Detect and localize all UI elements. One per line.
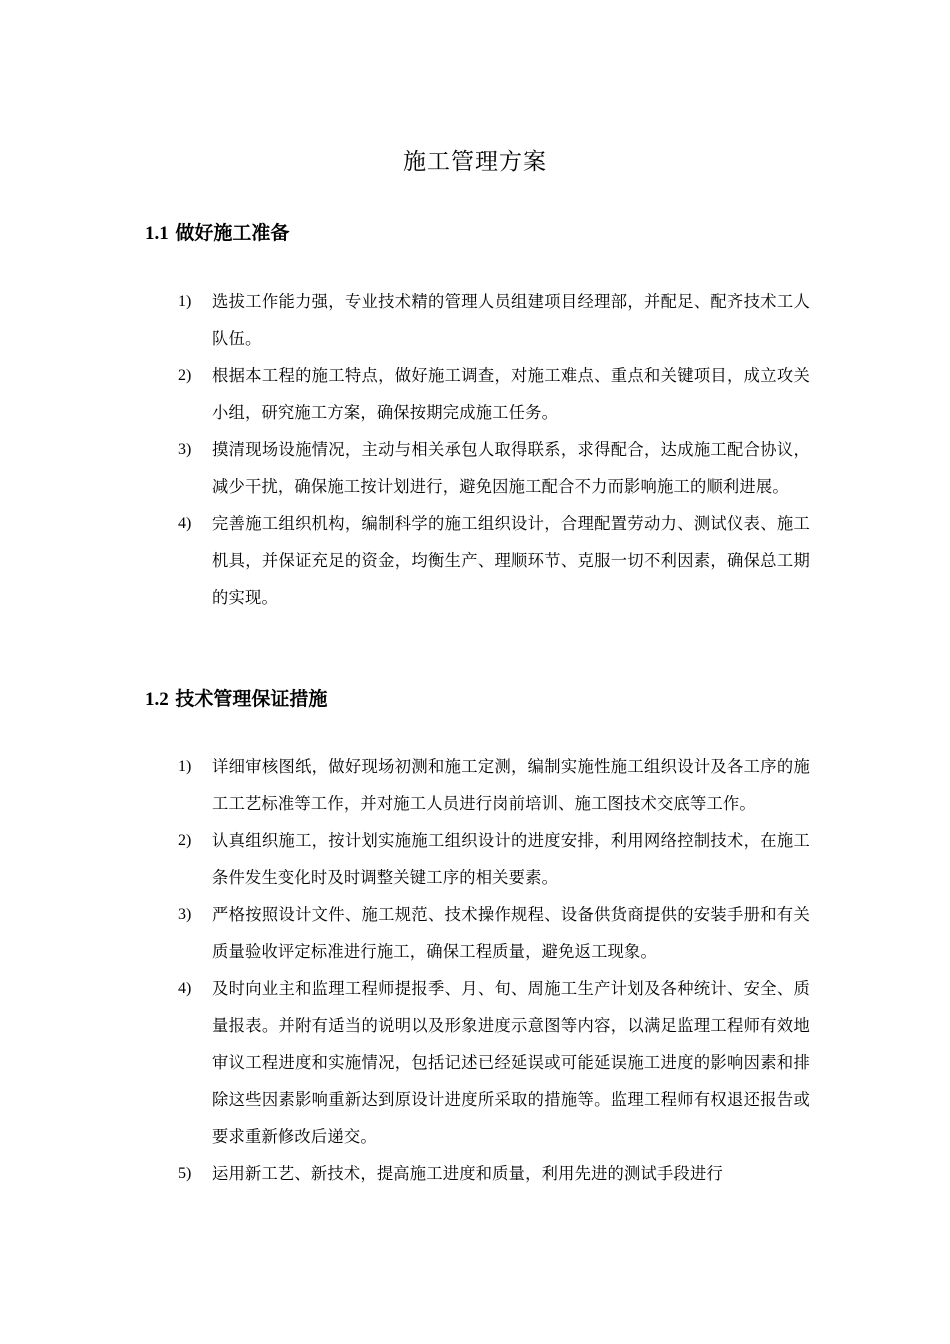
section-1-1-list	[178, 283, 810, 616]
list-item	[178, 896, 810, 970]
section-heading-1-1	[145, 218, 289, 249]
list-item-number: 3)	[178, 441, 192, 458]
list-item	[178, 822, 810, 896]
list-item	[178, 505, 810, 616]
list-item-number: 5)	[178, 1165, 192, 1182]
list-item-number: 3)	[178, 906, 192, 923]
list-item	[178, 748, 810, 822]
list-item-number: 2)	[178, 367, 192, 384]
list-item-text: 运用新工艺、新技术，提高施工进度和质量，利用先进的测试手段进行	[212, 1164, 723, 1183]
section-title: 做好施工准备	[175, 222, 290, 244]
section-number: 1.2	[145, 689, 169, 710]
list-item-text: 认真组织施工，按计划实施施工组织设计的进度安排，利用网络控制技术，在施工条件发生变化时及时调整关键工序的相关要素。	[212, 831, 810, 887]
section-heading-1-2	[145, 684, 327, 715]
list-item-text: 摸清现场设施情况，主动与相关承包人取得联系，求得配合，达成施工配合协议，减少干扰，确保施工按计划进行，避免因施工配合不力而影响施工的顺利进展。	[212, 440, 810, 496]
list-item-text: 选拔工作能力强，专业技术精的管理人员组建项目经理部，并配足、配齐技术工人队伍。	[212, 292, 810, 348]
list-item	[178, 357, 810, 431]
list-item-number: 1)	[178, 758, 192, 775]
list-item	[178, 283, 810, 357]
list-item-number: 1)	[178, 293, 192, 310]
list-item-number: 4)	[178, 515, 192, 532]
section-number: 1.1	[145, 223, 169, 244]
section-1-2-list	[178, 748, 810, 1192]
list-item-text: 完善施工组织机构，编制科学的施工组织设计，合理配置劳动力、测试仪表、施工机具，并保证充足的资金，均衡生产、理顺环节、克服一切不利因素，确保总工期的实现。	[212, 514, 810, 607]
list-item-text: 根据本工程的施工特点，做好施工调查，对施工难点、重点和关键项目，成立攻关小组，研究施工方案，确保按期完成施工任务。	[212, 366, 810, 422]
list-item-number: 4)	[178, 980, 192, 997]
list-item-text: 严格按照设计文件、施工规范、技术操作规程、设备供货商提供的安装手册和有关质量验收评定标准进行施工，确保工程质量，避免返工现象。	[212, 905, 810, 961]
list-item-text: 详细审核图纸，做好现场初测和施工定测，编制实施性施工组织设计及各工序的施工工艺标准等工作，并对施工人员进行岗前培训、施工图技术交底等工作。	[212, 757, 810, 813]
list-item	[178, 1155, 810, 1192]
document-title: 施工管理方案	[403, 149, 547, 175]
list-item	[178, 970, 810, 1155]
list-item-number: 2)	[178, 832, 192, 849]
list-item	[178, 431, 810, 505]
section-title: 技术管理保证措施	[175, 688, 328, 710]
list-item-text: 及时向业主和监理工程师提报季、月、旬、周施工生产计划及各种统计、安全、质量报表。并附有适当的说明以及形象进度示意图等内容，以满足监理工程师有效地审议工程进度和实施情况，包括记述已经延误或可能延误施工进度的影响因素和排除这些因素影响重新达到原设计进度所采取的措施等。监理工程师有权退还报告或要求重新修改后递交。	[212, 979, 810, 1146]
